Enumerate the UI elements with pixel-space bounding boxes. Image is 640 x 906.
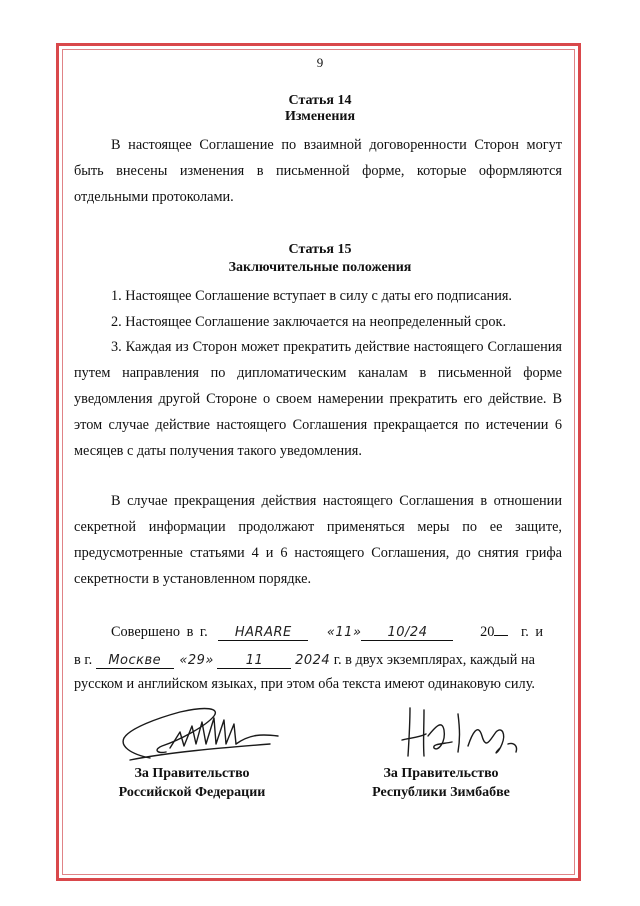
handwritten-date-2-month: 11 (245, 653, 264, 668)
handwritten-year-2: 2024 (295, 653, 331, 668)
article-15-title: Статья 15 (288, 242, 352, 257)
handwritten-city-2: Москве (108, 653, 162, 668)
signature-russia (110, 688, 290, 768)
done-line-1 (74, 622, 562, 643)
page-number: 9 (316, 55, 324, 70)
done-line-2 (74, 650, 562, 671)
handwritten-date-2-day: «29» (179, 653, 214, 668)
handwritten-date-1-month: 10/24 (387, 625, 428, 640)
done-prefix: Совершено в г. (111, 624, 208, 640)
article-15-closing: В случае прекращения действия настоящего Соглашения в отношении секретной информации продолжают применяться меры по ее защите, предусмотренные статьями 4 и 6 настоящего Соглашения, до снятия грифа секретности в установленном порядке. (74, 493, 562, 587)
signatory-russia (92, 764, 292, 802)
handwritten-date-1-day: «11» (326, 625, 362, 640)
year-1-suffix: г. и (520, 624, 543, 640)
handwritten-city-1: HARARE (234, 625, 292, 640)
article-15-item-1: 1. Настоящее Соглашение вступает в силу с даты его подписания. (111, 288, 512, 304)
year-1-prefix: 20 (480, 624, 495, 640)
year-2-suffix: г. в двух экземплярах, каждый на (333, 652, 536, 668)
signatory-russia-line-1: За Правительство (134, 766, 250, 781)
signatory-zimbabwe-line-1: За Правительство (383, 766, 499, 781)
article-14-subtitle: Изменения (284, 109, 356, 124)
done-rest: русском и английском языках, при этом оба текста имеют одинаковую силу. (74, 676, 535, 692)
article-14-text: В настоящее Соглашение по взаимной договоренности Сторон могут быть внесены изменения в письменной форме, которые оформляются отдельными протоколами. (74, 137, 562, 205)
article-14-title: Статья 14 (288, 93, 352, 108)
signatory-zimbabwe (346, 764, 536, 802)
article-15-subtitle: Заключительные положения (228, 260, 412, 275)
article-15-item-2: 2. Настоящее Соглашение заключается на неопределенный срок. (111, 314, 507, 330)
article-15-item-3: 3. Каждая из Сторон может прекратить действие настоящего Соглашения путем направления по дипломатическим каналам в письменной форме уведомления другой Стороне о своем намерении прекратить его действие. В этом случае действие настоящего Соглашения прекращается по истечении 6 месяцев с даты получения такого уведомления. (74, 339, 562, 459)
done-prefix-2: в г. (74, 652, 93, 668)
signature-zimbabwe (398, 700, 538, 770)
signatory-russia-line-2: Российской Федерации (118, 785, 266, 800)
signatory-zimbabwe-line-2: Республики Зимбабве (372, 785, 510, 800)
